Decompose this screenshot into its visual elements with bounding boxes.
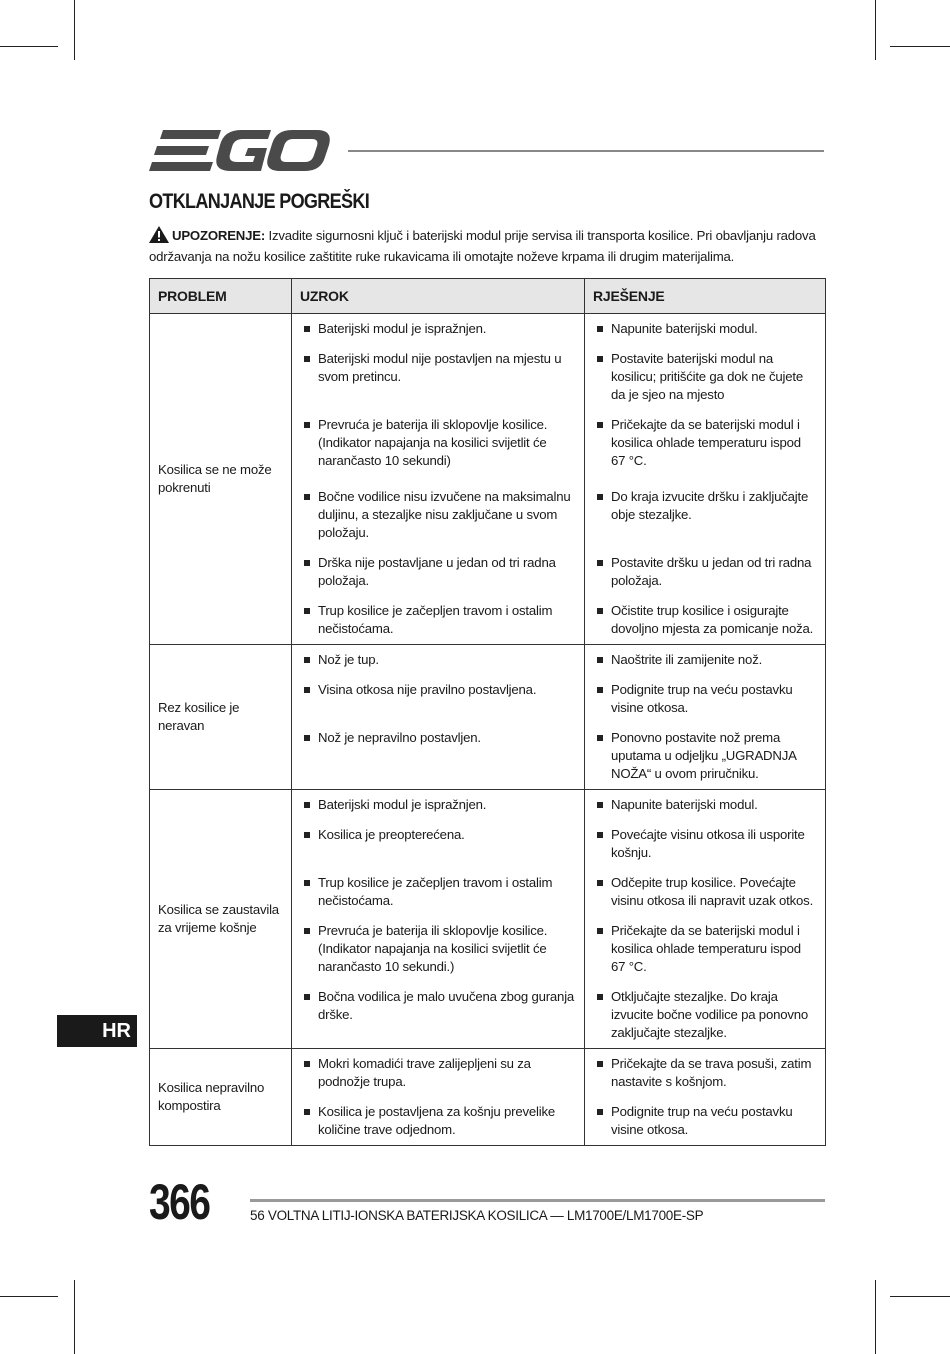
crop-mark — [74, 1280, 75, 1354]
header-solution: RJEŠENJE — [585, 279, 826, 314]
solution-item: Ponovno postavite nož prema uputama u odjeljku „UGRADNJA NOŽA“ u ovom priručniku. — [595, 729, 817, 783]
cause-item: Baterijski modul je ispražnjen. — [302, 796, 576, 814]
solution-item: Otključajte stezaljke. Do kraja izvucite bočne vodilice pa ponovno zaključajte stezaljke. — [595, 988, 817, 1042]
solution-item: Očistite trup kosilice i osigurajte dovoljno mjesta za pomicanje noža. — [595, 602, 817, 638]
cause-item: Visina otkosa nije pravilno postavljena. — [302, 681, 576, 699]
crop-mark — [0, 1296, 58, 1297]
solution-item: Pričekajte da se baterijski modul i kosilica ohlade temperaturu ispod 67 °C. — [595, 922, 817, 976]
cause-item: Baterijski modul nije postavljen na mjestu u svom pretincu. — [302, 350, 576, 386]
crop-mark — [875, 1280, 876, 1354]
problem-cell: Rez kosilice je neravan — [150, 645, 292, 790]
solution-item: Do kraja izvucite dršku i zaključajte obje stezaljke. — [595, 488, 817, 524]
crop-mark — [890, 1296, 950, 1297]
cause-item: Mokri komadići trave zalijepljeni su za podnožje trupa. — [302, 1055, 576, 1091]
page-number: 366 — [149, 1174, 210, 1230]
language-tab: HR — [57, 1015, 137, 1047]
cause-item: Prevruća je baterija ili sklopovlje kosilice. (Indikator napajanja na kosilici svijetlit će narančasto 10 sekundi) — [302, 416, 576, 470]
table-row — [150, 790, 826, 1049]
solution-item: Odčepite trup kosilice. Povećajte visinu otkosa ili napravit uzak otkos. — [595, 874, 817, 910]
cause-item: Kosilica je preopterećena. — [302, 826, 576, 844]
solution-item: Povećajte visinu otkosa ili usporite košnju. — [595, 826, 817, 862]
crop-mark — [74, 0, 75, 60]
footer-rule — [250, 1199, 825, 1202]
cause-item: Bočna vodilica je malo uvučena zbog guranja drške. — [302, 988, 576, 1024]
troubleshooting-table — [149, 278, 826, 1146]
problem-cell: Kosilica se ne može pokrenuti — [150, 314, 292, 645]
cause-item: Bočne vodilice nisu izvučene na maksimalnu duljinu, a stezaljke nisu zaključane u svom položaju. — [302, 488, 576, 542]
cause-cell — [292, 790, 585, 1049]
footer-text: 56 VOLTNA LITIJ-IONSKA BATERIJSKA KOSILICA — LM1700E/LM1700E-SP — [250, 1208, 704, 1223]
cause-item: Nož je tup. — [302, 651, 576, 669]
solution-item: Postavite baterijski modul na kosilicu; pritišćite ga dok ne čujete da je sjeo na mjesto — [595, 350, 817, 404]
cause-item: Kosilica je postavljena za košnju prevelike količine trave odjednom. — [302, 1103, 576, 1139]
header-cause: UZROK — [292, 279, 585, 314]
solution-item: Podignite trup na veću postavku visine otkosa. — [595, 1103, 817, 1139]
table-row — [150, 314, 826, 645]
solution-item: Pričekajte da se baterijski modul i kosilica ohlade temperaturu ispod 67 °C. — [595, 416, 817, 470]
header-rule — [348, 150, 824, 152]
cause-item: Nož je nepravilno postavljen. — [302, 729, 576, 747]
solution-cell — [585, 790, 826, 1049]
crop-mark — [875, 0, 876, 60]
cause-cell — [292, 314, 585, 645]
cause-item: Trup kosilice je začepljen travom i ostalim nečistoćama. — [302, 602, 576, 638]
warning-notice — [149, 226, 829, 266]
crop-mark — [890, 46, 950, 47]
cause-item: Trup kosilice je začepljen travom i ostalim nečistoćama. — [302, 874, 576, 910]
solution-item: Naoštrite ili zamijenite nož. — [595, 651, 817, 669]
table-row — [150, 645, 826, 790]
table-header-row — [150, 279, 826, 314]
table-row — [150, 1049, 826, 1146]
solution-cell — [585, 1049, 826, 1146]
crop-mark — [0, 46, 58, 47]
warning-text: Izvadite sigurnosni ključ i baterijski modul prije servisa ili transporta kosilice. Pri obavljanju radova održavanja na nožu kosilice zaštitite ruke rukavicama ili omotajte noževe krpama ili drugim materijalima. — [149, 228, 816, 264]
problem-cell: Kosilica nepravilno kompostira — [150, 1049, 292, 1146]
solution-item: Napunite baterijski modul. — [595, 796, 817, 814]
solution-cell — [585, 645, 826, 790]
problem-cell: Kosilica se zaustavila za vrijeme košnje — [150, 790, 292, 1049]
header-problem: PROBLEM — [150, 279, 292, 314]
solution-cell — [585, 314, 826, 645]
cause-item: Drška nije postavljane u jedan od tri radna položaja. — [302, 554, 576, 590]
warning-label: UPOZORENJE: — [172, 228, 266, 243]
cause-cell — [292, 1049, 585, 1146]
cause-item: Baterijski modul je ispražnjen. — [302, 320, 576, 338]
cause-cell — [292, 645, 585, 790]
solution-item: Postavite dršku u jedan od tri radna položaja. — [595, 554, 817, 590]
solution-item: Napunite baterijski modul. — [595, 320, 817, 338]
warning-icon — [149, 226, 169, 248]
solution-item: Podignite trup na veću postavku visine otkosa. — [595, 681, 817, 717]
section-title: OTKLANJANJE POGREŠKI — [149, 190, 370, 213]
solution-item: Pričekajte da se trava posuši, zatim nastavite s košnjom. — [595, 1055, 817, 1091]
cause-item: Prevruća je baterija ili sklopovlje kosilice. (Indikator napajanja na kosilici svijetlit će narančasto 10 sekundi.) — [302, 922, 576, 976]
ego-logo — [149, 130, 331, 172]
